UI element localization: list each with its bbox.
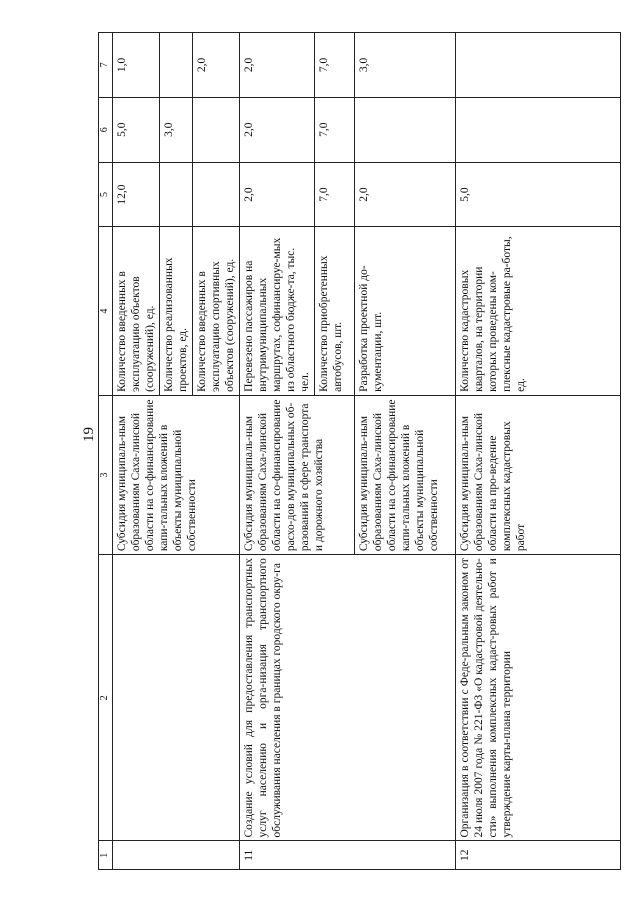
value-cell (193, 97, 240, 162)
indicator-cell: Перевезено пассажиров на внутримуниципальных маршрутах, софинансируе-мых из областного бюдже-та, тыс. чел. (240, 227, 315, 395)
header-row (99, 33, 113, 870)
indicator-cell: Количество введенных в эксплуатацию спортивных объектов (сооружений), ед. (193, 227, 240, 395)
value-cell: 2,0 (240, 97, 315, 162)
value-cell: 2,0 (193, 33, 240, 98)
row-number-cell: 12 (456, 841, 621, 870)
header-cell: 3 (99, 395, 113, 554)
value-cell (160, 33, 193, 98)
subsidy-cell: Субсидия муниципаль-ным образованиям Саха-линской области на со-финансирование расхо-дов муниципальных об-разований в сфере транспорта и дорожного хозяйства (240, 395, 355, 554)
value-cell: 12,0 (113, 162, 160, 227)
measure-description-cell: Организация в соответствии с Феде-ральным законом от 24 июля 2007 года № 221-ФЗ «О кадастровой деятельно-сти» выполнения комплексных кадаст-ровых работ и утверждение карты-плана территории (456, 555, 621, 841)
indicator-cell: Количество введенных в эксплуатацию объектов (сооружений), ед. (113, 227, 160, 395)
value-cell: 2,0 (240, 33, 315, 98)
value-cell: 7,0 (315, 97, 355, 162)
table-row (240, 33, 315, 870)
value-cell (456, 97, 621, 162)
measure-description-cell: Создание условий для предоставления транспортных услуг населению и орга-низация транспортного обслуживания населения в границах городского окру-га (240, 555, 456, 841)
value-cell (456, 33, 621, 98)
rotated-table-container (98, 32, 608, 870)
value-cell: 2,0 (355, 162, 456, 227)
indicator-cell: Количество приобретенных автобусов, шт. (315, 227, 355, 395)
header-cell: 7 (99, 33, 113, 98)
indicator-cell: Количество кадастровых кварталов, на территории которых проведены ком-плексные кадастровые ра-боты, ед. (456, 227, 621, 395)
subsidy-cell: Субсидия муниципаль-ным образованиям Саха-линской области на со-финансирование капи-тальных вложений в объекты муниципальной собственности (355, 395, 456, 554)
header-cell: 5 (99, 162, 113, 227)
subsidy-cell: Субсидия муниципаль-ным образованиям Саха-линской области на про-ведение комплексных кадастровых работ (456, 395, 621, 554)
header-cell: 6 (99, 97, 113, 162)
value-cell (160, 162, 193, 227)
row-number-cell (113, 841, 240, 870)
table-row (113, 33, 160, 870)
page-number: 19 (81, 427, 97, 442)
value-cell: 7,0 (315, 162, 355, 227)
table-row (456, 33, 621, 870)
value-cell: 5,0 (113, 97, 160, 162)
value-cell (193, 162, 240, 227)
value-cell: 3,0 (160, 97, 193, 162)
subsidy-cell: Субсидия муниципаль-ным образованиям Саха-линской области на со-финансирование капи-тальных вложений в объекты муниципальной собственности (113, 395, 240, 554)
value-cell: 2,0 (240, 162, 315, 227)
value-cell: 7,0 (315, 33, 355, 98)
value-cell: 3,0 (355, 33, 456, 98)
header-cell: 2 (99, 555, 113, 841)
value-cell: 1,0 (113, 33, 160, 98)
program-table (98, 32, 621, 870)
indicator-cell: Разработка проектной до-кументации, шт. (355, 227, 456, 395)
header-cell: 4 (99, 227, 113, 395)
value-cell: 5,0 (456, 162, 621, 227)
header-cell: 1 (99, 841, 113, 870)
measure-description-cell (113, 555, 240, 841)
indicator-cell: Количество реализованных проектов, ед. (160, 227, 193, 395)
value-cell (355, 97, 456, 162)
row-number-cell: 11 (240, 841, 456, 870)
